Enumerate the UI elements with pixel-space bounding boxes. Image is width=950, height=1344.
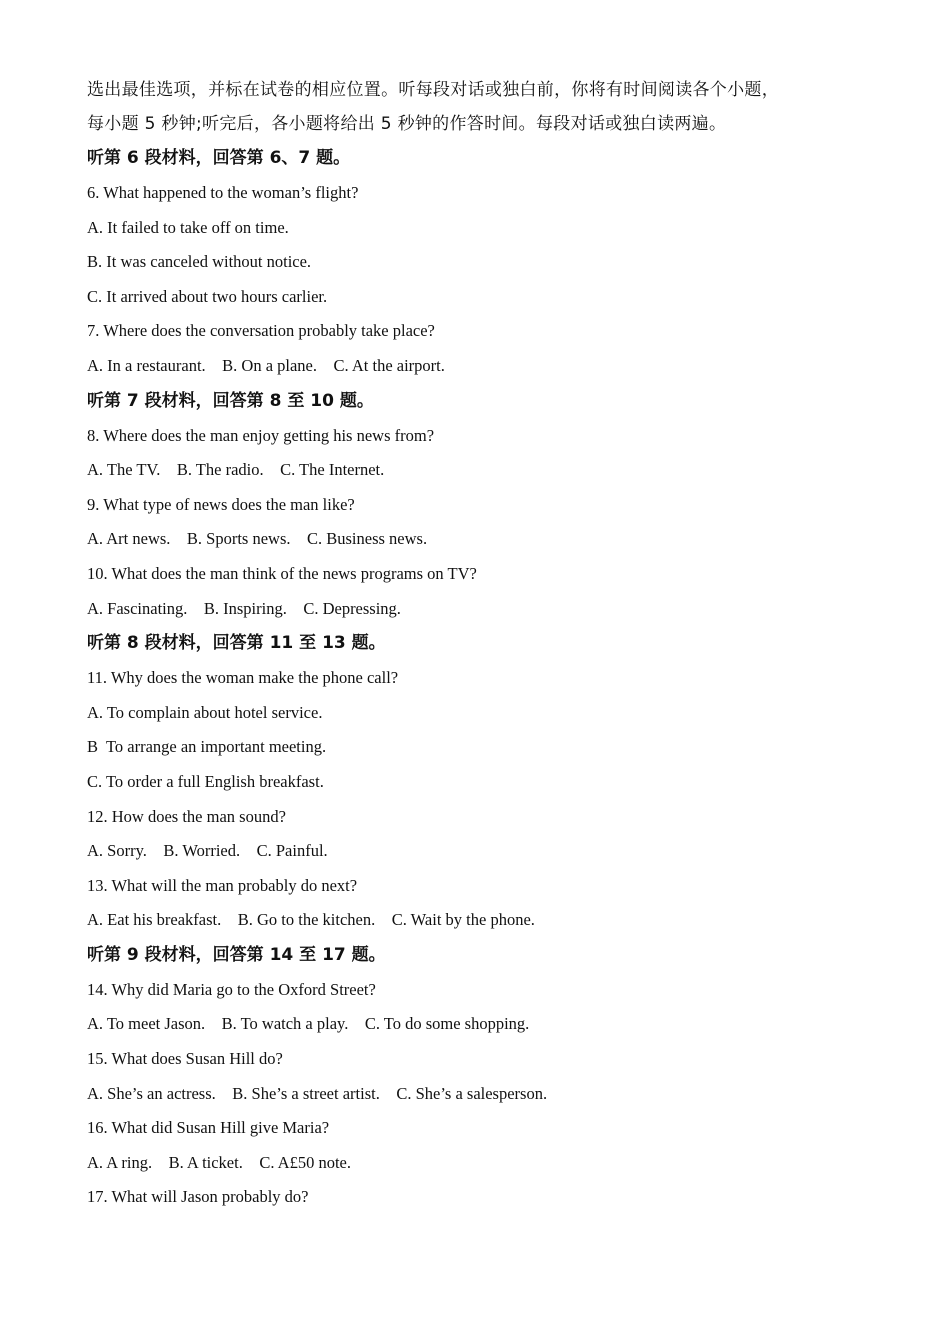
section-heading: 听第 7 段材料，回答第 8 至 10 题。: [87, 390, 374, 411]
question-text: 13. What will the man probably do next?: [87, 875, 358, 895]
question-text: 7. Where does the conversation probably take place?: [87, 321, 435, 341]
instructions-line: 每小题 5 秒钟;听完后，各小题将给出 5 秒钟的作答时间。每段对话或独白读两遍。: [87, 114, 727, 134]
answer-options: A. A ring. B. A ticket. C. A£50 note.: [87, 1152, 352, 1172]
answer-options: B To arrange an important meeting.: [87, 737, 327, 757]
instructions-line: 选出最佳选项，并标在试卷的相应位置。听每段对话或独白前，你将有时间阅读各个小题，: [87, 80, 779, 100]
question-section: [87, 626, 877, 938]
answer-options: C. It arrived about two hours carlier.: [87, 286, 328, 306]
question-section: [87, 141, 877, 384]
question-text: 14. Why did Maria go to the Oxford Street?: [87, 979, 376, 999]
question-text: 16. What did Susan Hill give Maria?: [87, 1118, 330, 1138]
question-section: [87, 938, 877, 1215]
question-text: 10. What does the man think of the news programs on TV?: [87, 563, 477, 583]
answer-options: A. Eat his breakfast. B. Go to the kitchen. C. Wait by the phone.: [87, 910, 535, 930]
exam-page: [87, 73, 877, 1215]
question-text: 9. What type of news does the man like?: [87, 494, 355, 514]
answer-options: A. In a restaurant. B. On a plane. C. At the airport.: [87, 355, 445, 375]
question-text: 11. Why does the woman make the phone call?: [87, 668, 399, 688]
question-text: 8. Where does the man enjoy getting his news from?: [87, 425, 435, 445]
answer-options: A. The TV. B. The radio. C. The Internet.: [87, 460, 385, 480]
section-heading: 听第 8 段材料，回答第 11 至 13 题。: [87, 633, 386, 654]
section-heading: 听第 9 段材料，回答第 14 至 17 题。: [87, 944, 386, 965]
answer-options: A. She’s an actress. B. She’s a street artist. C. She’s a salesperson.: [87, 1083, 548, 1103]
answer-options: B. It was canceled without notice.: [87, 252, 312, 272]
question-text: 15. What does Susan Hill do?: [87, 1049, 283, 1069]
answer-options: A. Art news. B. Sports news. C. Business news.: [87, 529, 428, 549]
question-text: 6. What happened to the woman’s flight?: [87, 183, 359, 202]
answer-options: C. To order a full English breakfast.: [87, 771, 324, 791]
answer-options: A. Fascinating. B. Inspiring. C. Depressing.: [87, 598, 401, 618]
answer-options: A. To complain about hotel service.: [87, 702, 323, 722]
question-sections: [87, 141, 877, 1215]
answer-options: A. Sorry. B. Worried. C. Painful.: [87, 841, 328, 861]
section-heading: 听第 6 段材料，回答第 6、7 题。: [87, 148, 351, 168]
answer-options: A. It failed to take off on time.: [87, 217, 289, 237]
question-section: [87, 384, 877, 627]
answer-options: A. To meet Jason. B. To watch a play. C. To do some shopping.: [87, 1014, 530, 1034]
question-text: 17. What will Jason probably do?: [87, 1187, 309, 1207]
question-text: 12. How does the man sound?: [87, 806, 286, 826]
